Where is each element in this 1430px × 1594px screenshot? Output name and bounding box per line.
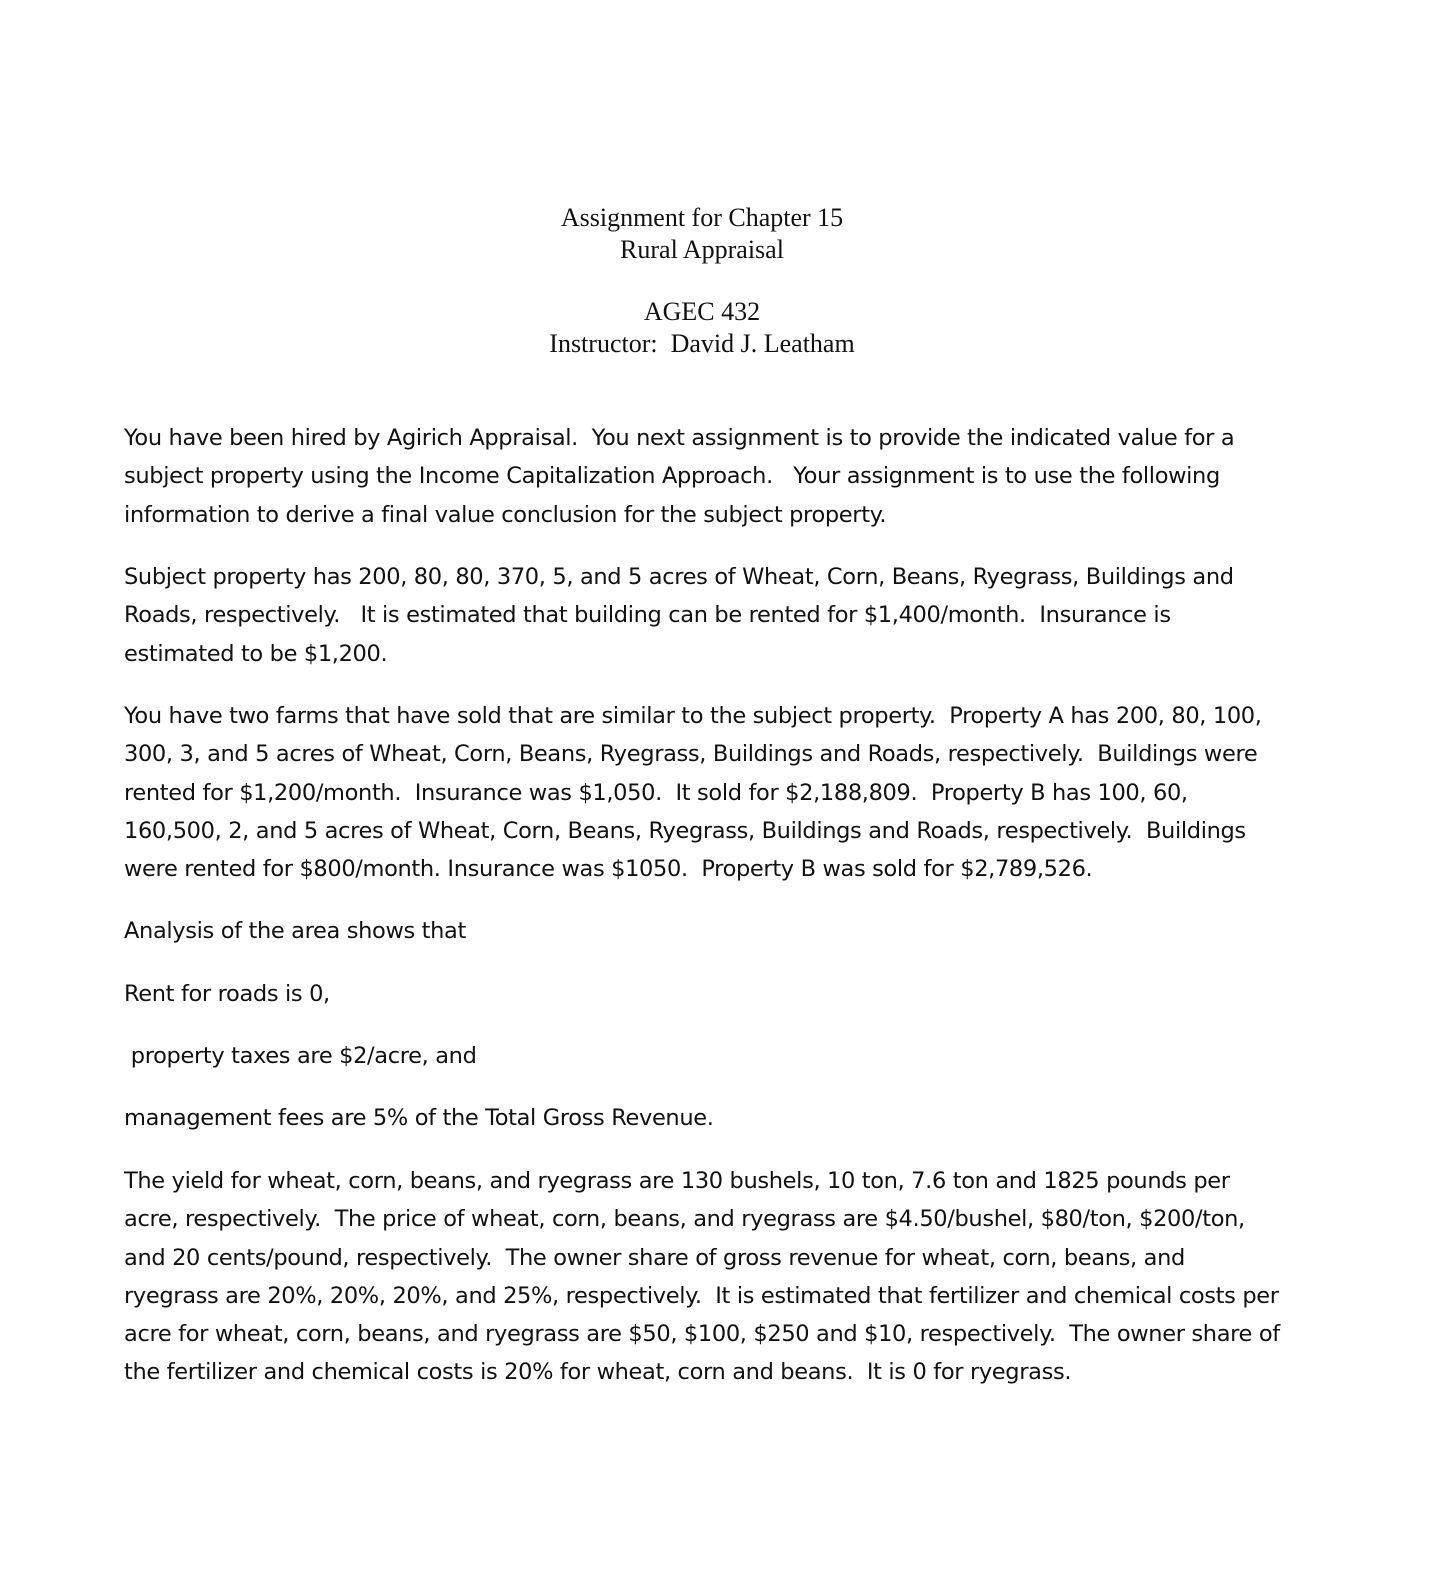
text-line: The yield for wheat, corn, beans, and ryegrass are 130 bushels, 10 ton, 7.6 ton and 1825 pounds per [124, 1168, 1230, 1194]
taxes-paragraph [124, 1037, 1294, 1075]
text-line: property taxes are $2/acre, and [124, 1043, 477, 1069]
text-line: Rent for roads is 0, [124, 981, 330, 1007]
text-line: rented for $1,200/month. Insurance was $1,050. It sold for $2,188,809. Property B has 100, 60, [124, 779, 1188, 806]
text-line: acre for wheat, corn, beans, and ryegrass are $50, $100, $250 and $10, respectively. The owner share of [124, 1321, 1280, 1348]
intro-paragraph [124, 419, 1294, 534]
text-line: acre, respectively. The price of wheat, corn, beans, and ryegrass are $4.50/bushel, $80/ton, $200/ton, [124, 1206, 1245, 1233]
course-code: AGEC 432 [643, 297, 761, 326]
text-line: 300, 3, and 5 acres of Wheat, Corn, Beans, Ryegrass, Buildings and Roads, respectively. Buildings were [124, 741, 1258, 768]
instructor-line: Instructor: David J. Leatham [549, 329, 855, 358]
text-line: information to derive a final value conclusion for the subject property. [124, 501, 887, 528]
title-line: Assignment for Chapter 15 [560, 203, 844, 232]
text-line: management fees are 5% of the Total Gross Revenue. [124, 1105, 714, 1131]
subtitle-line: Rural Appraisal [620, 235, 784, 264]
text-line: Analysis of the area shows that [124, 918, 466, 944]
course-info [0, 296, 1404, 360]
analysis-paragraph [124, 912, 1294, 950]
text-line: ryegrass are 20%, 20%, 20%, and 25%, respectively. It is estimated that fertilizer and chemical costs per [124, 1282, 1279, 1309]
roads-paragraph [124, 975, 1294, 1013]
comparables-paragraph [124, 697, 1294, 888]
subject-property-paragraph [124, 558, 1294, 673]
text-line: Roads, respectively. It is estimated that building can be rented for $1,400/month. Insurance is [124, 602, 1171, 629]
text-line: You have two farms that have sold that are similar to the subject property. Property A has 200, 80, 100, [124, 703, 1262, 729]
text-line: and 20 cents/pound, respectively. The owner share of gross revenue for wheat, corn, beans, and [124, 1244, 1185, 1271]
text-line: estimated to be $1,200. [124, 640, 388, 667]
text-line: the fertilizer and chemical costs is 20% for wheat, corn and beans. It is 0 for ryegrass. [124, 1359, 1072, 1386]
text-line: subject property using the Income Capitalization Approach. Your assignment is to use the following [124, 463, 1220, 490]
text-line: You have been hired by Agirich Appraisal. You next assignment is to provide the indicated value for a [124, 425, 1235, 451]
text-line: 160,500, 2, and 5 acres of Wheat, Corn, Beans, Ryegrass, Buildings and Roads, respectively. Buildings [124, 817, 1246, 844]
text-line: were rented for $800/month. Insurance was $1050. Property B was sold for $2,789,526. [124, 856, 1093, 883]
assignment-title [0, 202, 1404, 266]
yields-paragraph [124, 1162, 1294, 1392]
text-line: Subject property has 200, 80, 80, 370, 5, and 5 acres of Wheat, Corn, Beans, Ryegrass, Buildings and [124, 564, 1234, 590]
fees-paragraph [124, 1099, 1294, 1137]
